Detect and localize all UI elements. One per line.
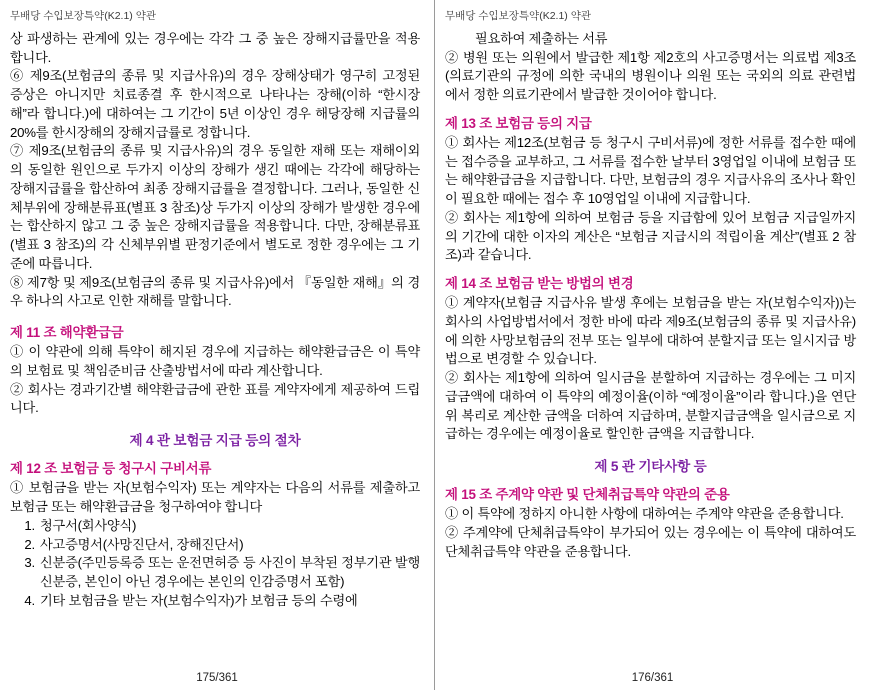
article-heading-13: 제 13 조 보험금 등의 지급 [445, 115, 592, 131]
page-header-left: 무배당 수입보장특약(K2.1) 약관 [10, 10, 157, 22]
paragraph: 상 파생하는 관계에 있는 경우에는 각각 그 중 높은 장해지급률만을 적용합니다. [10, 31, 420, 65]
paragraph: ② 회사는 제1항에 의하여 보험금 등을 지급함에 있어 보험금 지급일까지의 기간에 대한 이자의 계산은 “보험금 지급시의 적립이율 계산”(별표 2 참조)과 같습니다. [445, 209, 856, 263]
article-heading-15: 제 15 조 주계약 약관 및 단체취급특약 약관의 준용 [445, 487, 730, 503]
paragraph: ② 주계약에 단체취급특약이 부가되어 있는 경우에는 이 특약에 대하여도 단체취급특약 약관을 준용합니다. [445, 525, 856, 559]
paragraph: 필요하여 제출하는 서류 [475, 31, 608, 46]
paragraph: ⑥ 제9조(보험금의 종류 및 지급사유)의 경우 장해상태가 영구히 고정된 증상은 아니지만 치료종결 후 한시적으로 나타나는 장해(이하 “한시장해”라 합니다.)에 대하여는 그 기간이 5년 이상인 경우 해당장해 지급률의 20%를 한시장해의 장해지급률로 정합니다. [10, 68, 420, 140]
section-heading-4: 제 4 관 보험금 지급 등의 절차 [129, 432, 301, 448]
document-list [10, 517, 420, 611]
article-heading-12: 제 12 조 보험금 등 청구시 구비서류 [10, 461, 212, 477]
paragraph: ① 이 약관에 의해 특약이 해지된 경우에 지급하는 해약환급금은 이 특약의 보험료 및 책임준비금 산출방법서에 따라 계산합니다. [10, 344, 420, 378]
list-item-text: 청구서(회사양식) [40, 517, 137, 533]
paragraph: ① 회사는 제12조(보험금 등 청구시 구비서류)에 정한 서류를 접수한 때에는 접수증을 교부하고, 그 서류를 접수한 날부터 3영업일 이내에 보험금 또는 해약환급금을 지급합니다. 다만, 보험금의 경우 지급사유의 조사나 확인이 필요한 때에는 접수 후 10영업일 이내에 지급합니다. [445, 134, 856, 207]
page-body-left [10, 30, 420, 610]
paragraph: ⑦ 제9조(보험금의 종류 및 지급사유)의 경우 동일한 재해 또는 재해이외의 동일한 원인으로 두가지 이상의 장해가 생긴 때에는 각각에 해당하는 장해지급률을 합산하여 최종 장해지급률을 결정합니다. 그러나, 동일한 신체부위에 장해분류표(별표 3 참조)상 두가지 이상의 장해가 발생한 경우에는 합산하지 않고 그 중 높은 장해지급률을 적용합니다. 다만, 장해분류표(별표 3 참조)의 각 신체부위별 판정기준에서 별도로 정한 경우에는 그 기준에 따릅니다. [10, 143, 420, 271]
page-header-right: 무배당 수입보장특약(K2.1) 약관 [445, 10, 592, 22]
article-heading-14: 제 14 조 보험금 받는 방법의 변경 [445, 276, 634, 292]
section-heading-5: 제 5 관 기타사항 등 [594, 459, 707, 475]
list-item-number: 1. [24, 517, 35, 533]
article-heading-11: 제 11 조 해약환급금 [10, 325, 124, 341]
paragraph: ① 이 특약에 정하지 아니한 사항에 대하여는 주계약 약관을 준용합니다. [445, 506, 844, 522]
paragraph: ② 병원 또는 의원에서 발급한 제1항 제2호의 사고증명서는 의료법 제3조(의료기관의 규정에 의한 국내의 병원이나 의원 또는 국외의 의료 관련법에서 정한 의료기관에서 발급한 것이어야 합니다. [445, 49, 856, 103]
list-item [10, 536, 420, 555]
paragraph: ② 회사는 경과기간별 해약환급금에 관한 표를 계약자에게 제공하여 드립니다. [10, 381, 420, 416]
list-item [10, 554, 420, 591]
paragraph: ① 계약자(보험금 지급사유 발생 후에는 보험금을 받는 자(보험수익자))는 회사의 사업방법서에서 정한 바에 따라 제9조(보험금의 종류 및 지급사유)에 의한 사망보험금의 전부 또는 일부에 대하여 분할지급 또는 일시지급 방법으로 변경할 수 있습니다. [445, 295, 856, 367]
paragraph: ① 보험금을 받는 자(보험수익자) 또는 계약자는 다음의 서류를 제출하고 보험금 또는 해약환급금을 청구하여야 합니다 [10, 480, 420, 515]
page-right [435, 0, 870, 690]
page-number-right: 176/361 [631, 672, 674, 684]
page-number-left: 175/361 [196, 672, 238, 684]
list-item-number: 4. [24, 592, 35, 608]
list-item [10, 592, 420, 611]
paragraph: ⑧ 제7항 및 제9조(보험금의 종류 및 지급사유)에서 『동일한 재해』의 경우 하나의 사고로 인한 재해를 말합니다. [10, 274, 420, 309]
list-item [10, 517, 420, 536]
list-item-text: 신분증(주민등록증 또는 운전면허증 등 사진이 부착된 정부기관 발행 신분증, 본인이 아닌 경우에는 본인의 인감증명서 포함) [40, 555, 420, 589]
paragraph: ② 회사는 제1항에 의하여 일시금을 분할하여 지급하는 경우에는 그 미지급금액에 대하여 이 특약의 예정이율(이하 “예정이율”이라 합니다.)을 연단위 복리로 계산한 금액을 더하여 지급하며, 분할지급금액을 일시금으로 지급하는 경우에는 예정이율로 할인한 금액을 지급합니다. [445, 370, 856, 442]
list-item-text: 사고증명서(사망진단서, 장해진단서) [40, 536, 244, 552]
list-item-text: 기타 보험금을 받는 자(보험수익자)가 보험금 등의 수령에 [40, 592, 358, 608]
page-body-right [445, 30, 856, 562]
list-item-number: 2. [24, 536, 35, 552]
list-item-number: 3. [24, 555, 35, 571]
